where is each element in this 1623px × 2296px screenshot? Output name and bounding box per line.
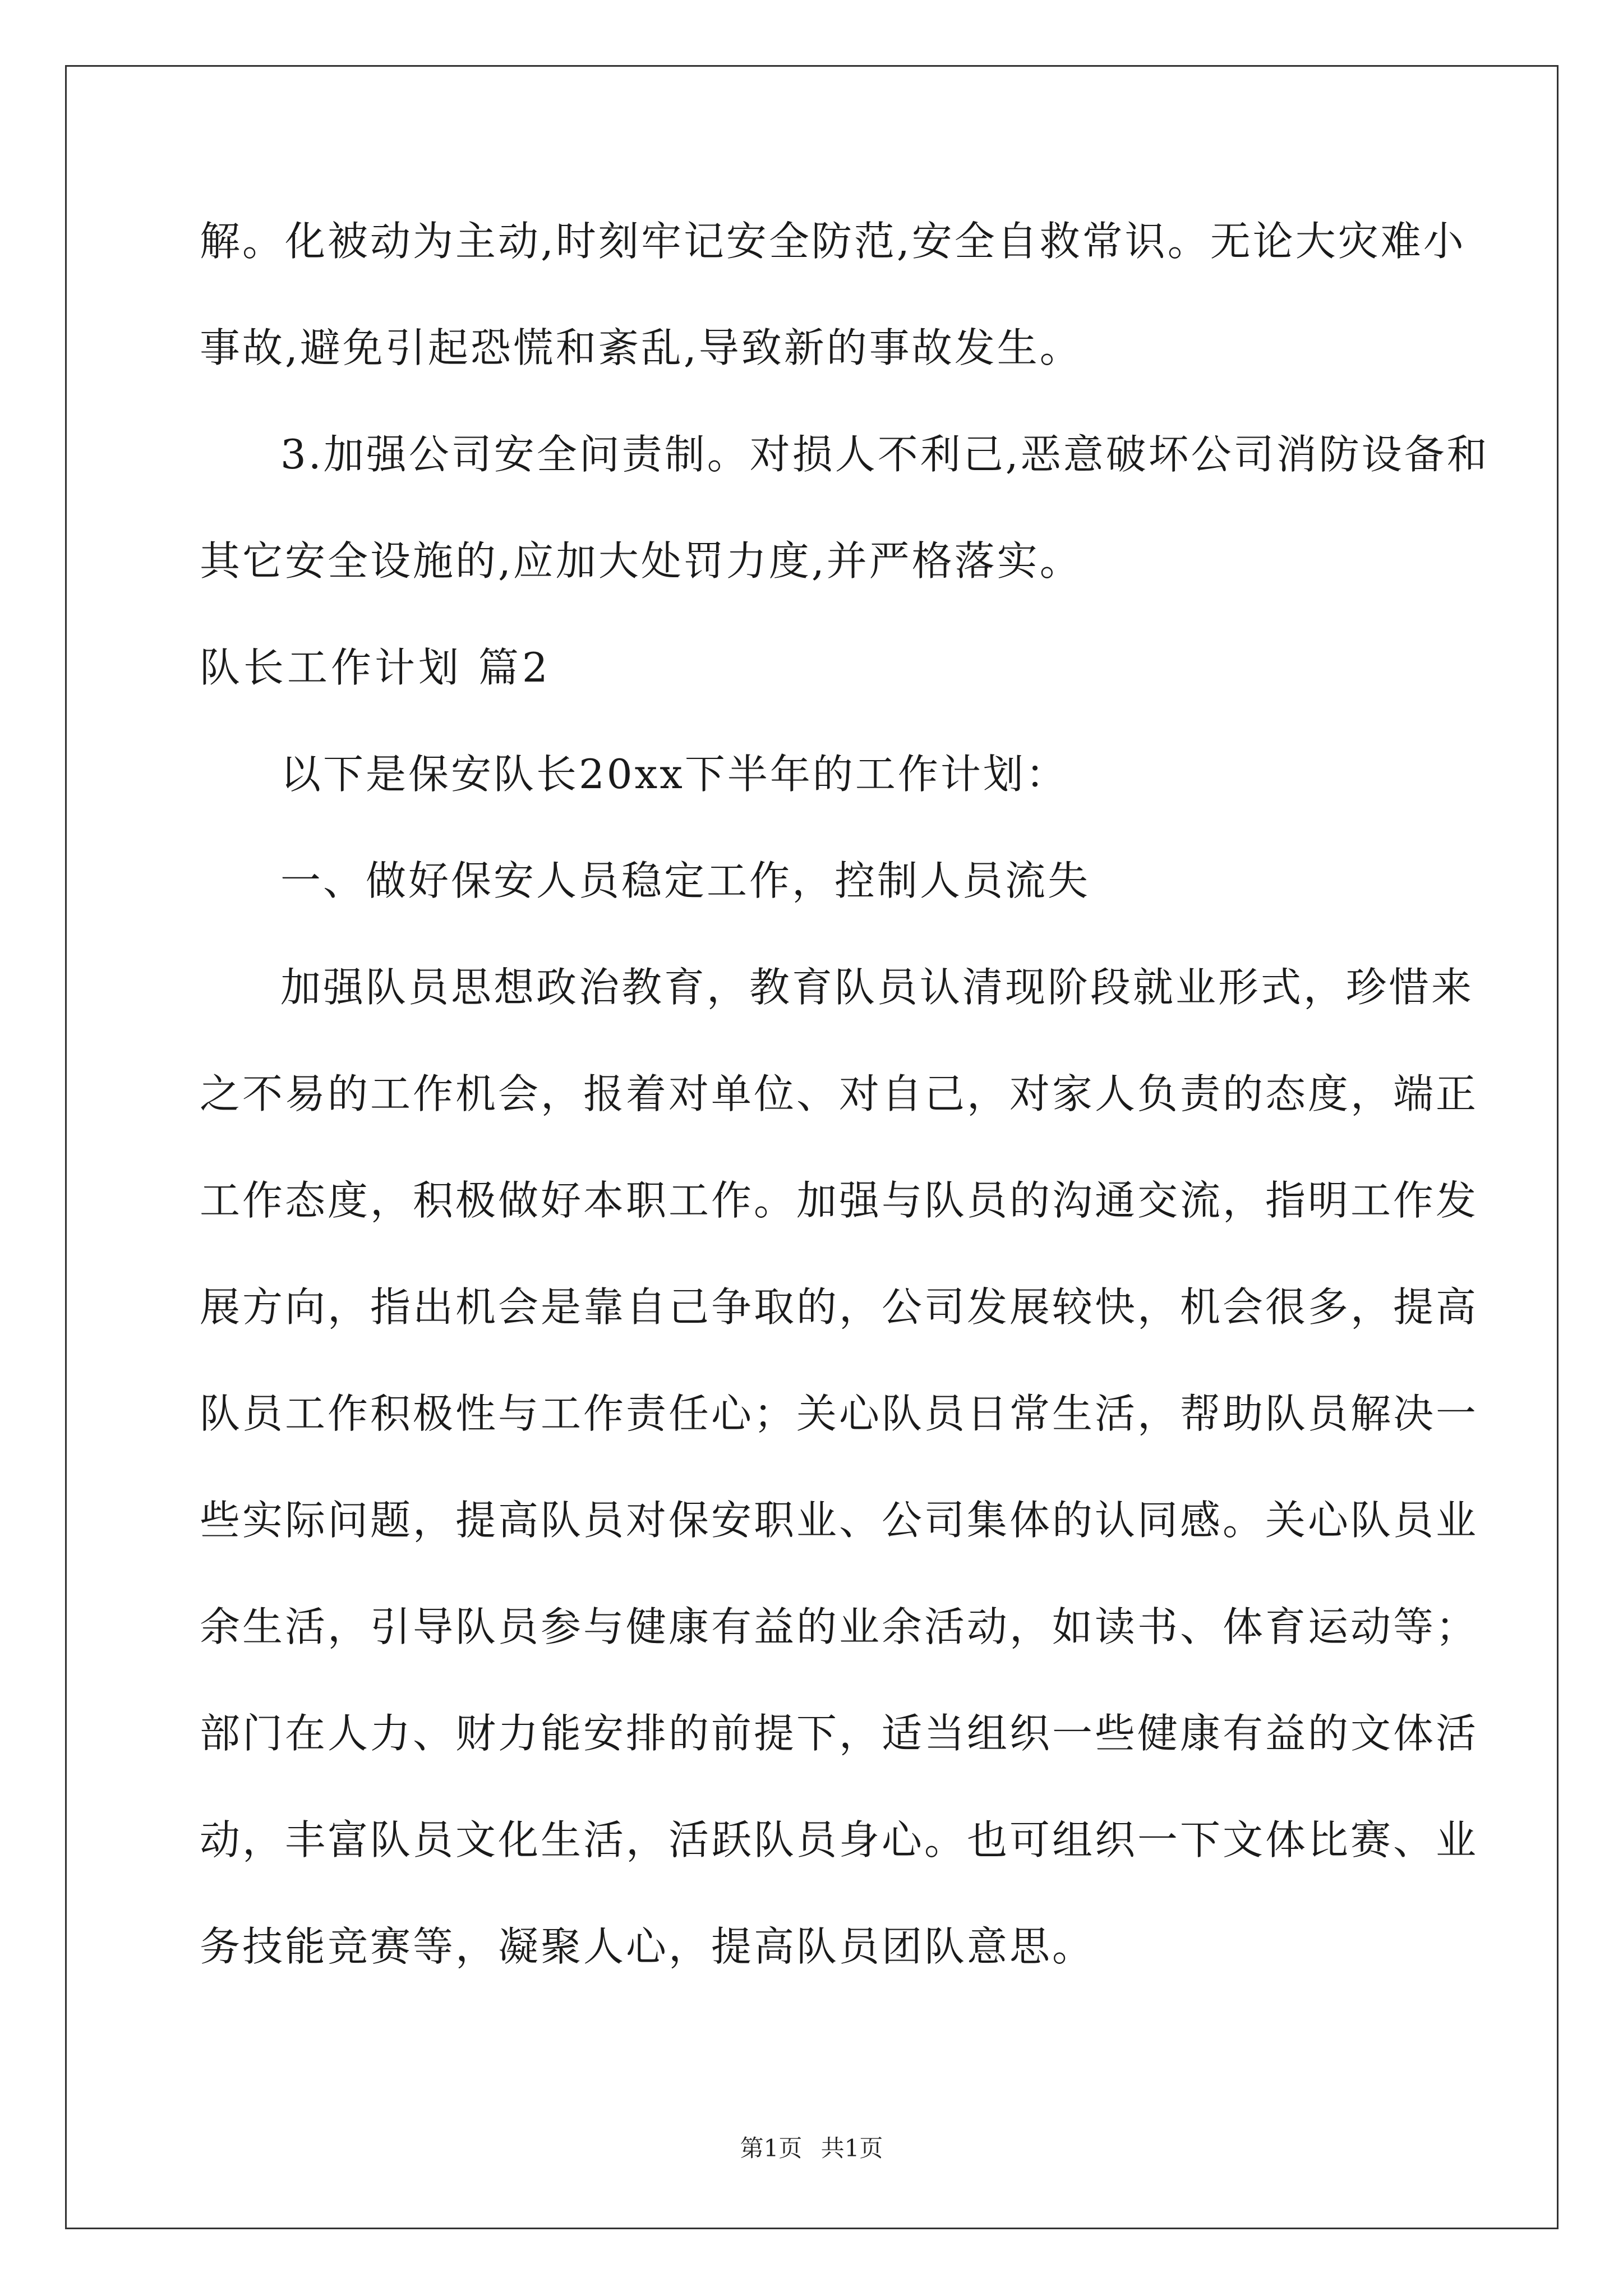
paragraph-line: 动，丰富队员文化生活，活跃队员身心。也可组织一下文体比赛、业 — [200, 1816, 1479, 1864]
paragraph-line: 部门在人力、财力能安排的前提下，适当组织一些健康有益的文体活 — [200, 1710, 1479, 1757]
paragraph-line: 其它安全设施的,应加大处罚力度,并严格落实。 — [200, 537, 1082, 585]
paragraph-line: 一、做好保安人员稳定工作，控制人员流失 — [280, 857, 1091, 904]
paragraph-line: 加强队员思想政治教育，教育队员认清现阶段就业形式，珍惜来 — [280, 964, 1474, 1011]
paragraph-line: 以下是保安队长20xx下半年的工作计划： — [280, 751, 1068, 798]
paragraph-line: 队员工作积极性与工作责任心；关心队员日常生活，帮助队员解决一 — [200, 1390, 1479, 1437]
paragraph-line: 务技能竞赛等，凝聚人心，提高队员团队意思。 — [200, 1923, 1095, 1970]
paragraph-line: 3.加强公司安全问责制。对损人不利己,恶意破坏公司消防设备和 — [280, 431, 1490, 478]
paragraph-line: 工作态度，积极做好本职工作。加强与队员的沟通交流，指明工作发 — [200, 1177, 1479, 1224]
page-number-footer: 第1页 共1页 — [740, 2134, 883, 2162]
paragraph-line: 余生活，引导队员参与健康有益的业余活动，如读书、体育运动等； — [200, 1603, 1479, 1650]
paragraph-line: 些实际问题，提高队员对保安职业、公司集体的认同感。关心队员业 — [200, 1497, 1479, 1544]
section-heading: 队长工作计划 篇2 — [200, 644, 551, 691]
paragraph-line: 之不易的工作机会，报着对单位、对自己，对家人负责的态度，端正 — [200, 1070, 1479, 1117]
paragraph-line: 解。化被动为主动,时刻牢记安全防范,安全自救常识。无论大灾难小 — [200, 218, 1466, 265]
document-body — [200, 213, 1490, 1975]
paragraph-line: 事故,避免引起恐慌和紊乱,导致新的事故发生。 — [200, 324, 1082, 371]
paragraph-line: 展方向，指出机会是靠自己争取的，公司发展较快，机会很多，提高 — [200, 1283, 1479, 1331]
